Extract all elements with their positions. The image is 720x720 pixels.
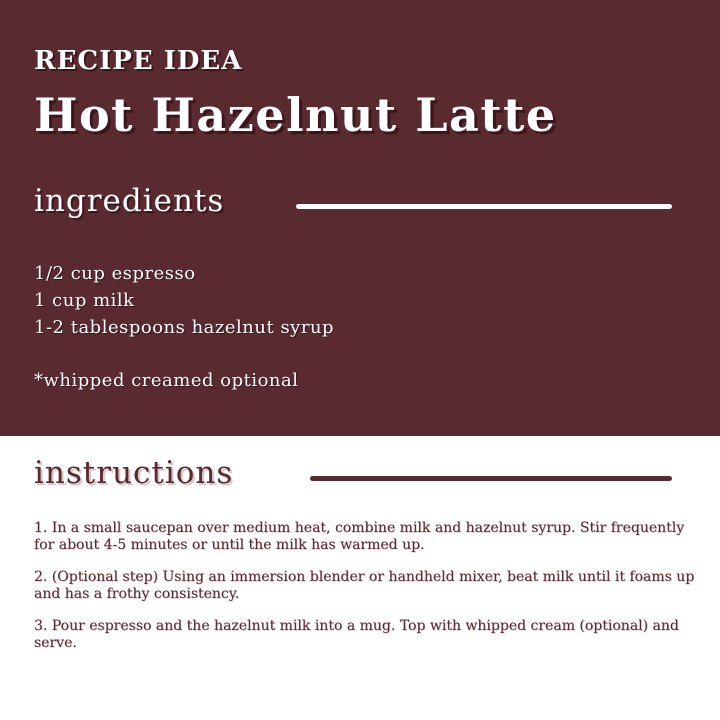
ingredients-list: [34, 260, 334, 341]
instructions-heading: instructions: [34, 455, 234, 491]
instructions-divider: [310, 476, 672, 481]
instruction-step: 2. (Optional step) Using an immersion blender or handheld mixer, beat milk until it foams up and has a frothy consistency.: [34, 569, 695, 602]
instructions-steps: [34, 520, 698, 667]
recipe-title: Hot Hazelnut Latte: [34, 88, 557, 142]
ingredient-item: 1 cup milk: [34, 290, 135, 311]
ingredients-divider: [296, 204, 672, 209]
ingredients-heading: ingredients: [34, 183, 225, 219]
ingredient-item: 1/2 cup espresso: [34, 263, 196, 284]
eyebrow-label: RECIPE IDEA: [34, 46, 243, 76]
ingredient-item: 1-2 tablespoons hazelnut syrup: [34, 317, 335, 338]
ingredients-note: *whipped creamed optional: [34, 370, 299, 391]
instruction-step: 3. Pour espresso and the hazelnut milk into a mug. Top with whipped cream (optional) and serve.: [34, 618, 679, 651]
instruction-step: 1. In a small saucepan over medium heat, combine milk and hazelnut syrup. Stir frequently for about 4-5 minutes or until the milk has warmed up.: [34, 520, 685, 553]
